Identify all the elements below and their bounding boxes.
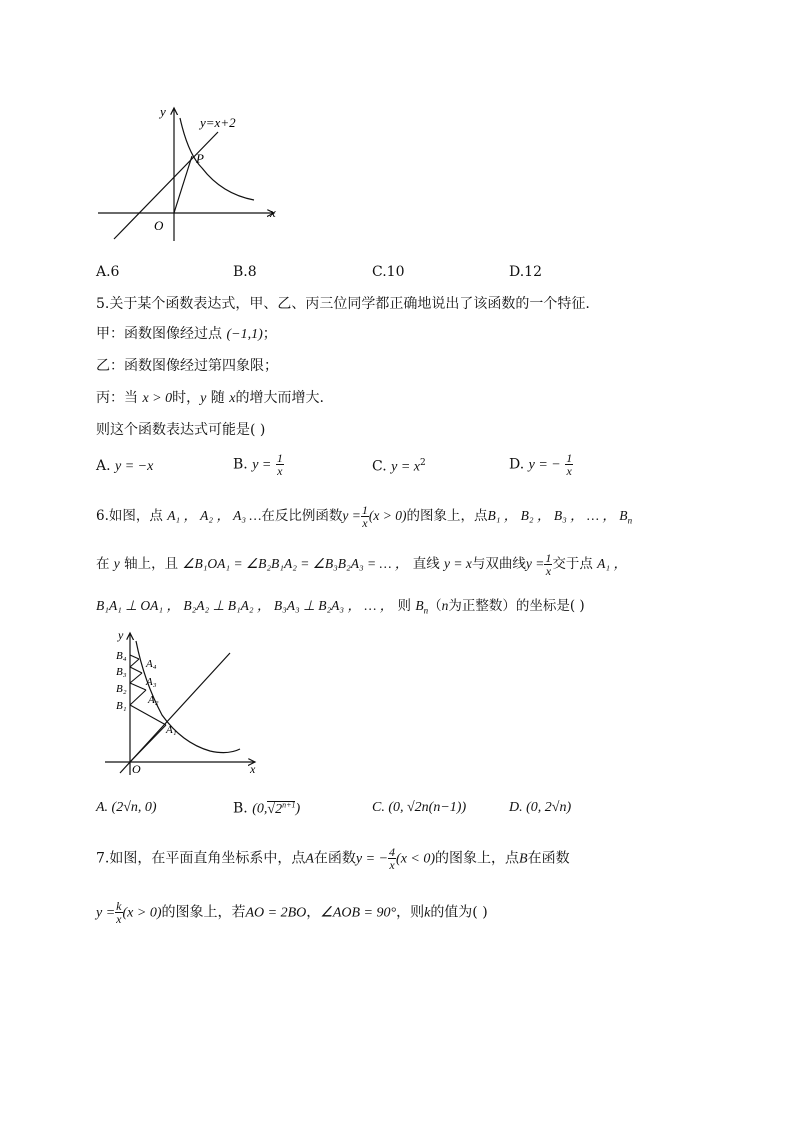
q5-option-d-label: D. bbox=[509, 456, 525, 473]
q6-l1-fraction bbox=[361, 504, 369, 529]
q5-option-a-expr: y = −x bbox=[115, 459, 154, 474]
q4-y-label: y bbox=[160, 104, 166, 119]
q4-origin-label: O bbox=[154, 218, 164, 233]
q7-l2-den: x bbox=[116, 912, 122, 926]
q6-b3-label: B₃ bbox=[116, 666, 127, 678]
q6-l2-c: 直线 bbox=[412, 556, 440, 572]
q6-l1-num: 1 bbox=[361, 503, 368, 517]
q6-origin-label: O bbox=[132, 762, 141, 776]
q6-b2-label: B₂ bbox=[116, 683, 127, 695]
q6-a4-label: A₄ bbox=[146, 658, 157, 670]
q5-bing-d: 的增大而增大. bbox=[235, 390, 324, 406]
q7-l1-b: 在函数 bbox=[313, 850, 356, 867]
q7-l2-num: k bbox=[116, 899, 122, 913]
q6-l1-points: A₁ ， A₂ ， A₃ … bbox=[167, 508, 262, 523]
q5-option-c[interactable] bbox=[372, 458, 426, 476]
q5-yi: 乙：函数图像经过第四象限； bbox=[96, 358, 278, 374]
q6-seg-b1a1 bbox=[130, 705, 166, 725]
q7-l2-func-lhs: y = bbox=[96, 905, 116, 921]
q4-option-d[interactable]: D.12 bbox=[509, 264, 542, 280]
q5-bing-b: 时， bbox=[172, 390, 201, 406]
q5-option-d-fraction bbox=[565, 452, 573, 477]
q7-l2-b: ， bbox=[306, 904, 321, 921]
q5-jia-point: (−1,1) bbox=[226, 327, 263, 342]
q6-seg-b3a3 bbox=[130, 667, 142, 673]
q6-l2-e: 交于点 bbox=[552, 556, 593, 572]
q6-figure bbox=[100, 625, 270, 780]
q6-option-b-post: ) bbox=[295, 801, 301, 817]
q6-l1-b: 在反比例函数 bbox=[261, 508, 343, 524]
q7-l1-num: 4 bbox=[389, 845, 396, 859]
q7-l1-point-b: B bbox=[519, 851, 528, 867]
q7-l1-func-lhs: y = − bbox=[355, 851, 389, 867]
q6-line1 bbox=[96, 504, 632, 531]
q5-jia-end: ； bbox=[262, 326, 277, 342]
q5-option-c-expr: y = x bbox=[391, 459, 420, 475]
q6-l2-num: 1 bbox=[545, 551, 552, 565]
q6-l1-bn: n bbox=[627, 515, 633, 526]
q7-l1-point-a: A bbox=[305, 851, 314, 867]
q5-ask: 则这个函数表达式可能是( ) bbox=[96, 422, 266, 438]
q7-l2-eq1: AO = 2BO bbox=[245, 905, 307, 921]
q6-a1-label: A₁ bbox=[166, 724, 177, 736]
q6-l2-y: y bbox=[113, 556, 120, 571]
q6-l1-func-lhs: y = bbox=[342, 508, 361, 523]
q6-l3-n: n bbox=[441, 598, 449, 613]
q6-option-a[interactable]: A. (2√n, 0) bbox=[96, 800, 157, 815]
q6-option-b-base: 2 bbox=[275, 801, 283, 817]
q6-l2-a: 在 bbox=[96, 556, 110, 572]
q7-l2-fraction bbox=[115, 900, 122, 925]
q6-l2-angles: ∠B₁OA₁ = ∠B₂B₁A₂ = ∠B₃B₂A₃ = … ， bbox=[182, 556, 409, 571]
q6-l2-d: 与双曲线 bbox=[471, 556, 526, 572]
q5-jia bbox=[96, 324, 277, 345]
q5-option-b[interactable] bbox=[233, 452, 284, 477]
q6-b4-label: B₄ bbox=[116, 650, 127, 662]
q6-option-b-exp: n+1 bbox=[282, 800, 296, 809]
q6-x-label: x bbox=[250, 762, 256, 776]
q6-l1-c: 的图象上，点 bbox=[406, 508, 488, 524]
q6-l2-line: y = x bbox=[444, 556, 472, 571]
q4-segment-op bbox=[174, 156, 192, 213]
q5-bing bbox=[96, 388, 324, 409]
q4-line-label: y=x+2 bbox=[200, 115, 236, 130]
q5-stem: 5.关于某个函数表达式，甲、乙、丙三位同学都正确地说出了该函数的一个特征. bbox=[96, 296, 590, 312]
q5-jia-text: 甲：函数图像经过点 bbox=[96, 326, 222, 342]
q6-l1-den: x bbox=[362, 516, 368, 530]
q7-line1 bbox=[96, 846, 570, 871]
q6-a3-label: A₃ bbox=[146, 676, 157, 688]
q6-l2-a1: A₁ ， bbox=[597, 556, 627, 571]
q6-seg-oa1 bbox=[130, 725, 166, 762]
q6-seg-b4a4 bbox=[130, 655, 139, 659]
q5-bing-y: y bbox=[200, 391, 207, 406]
q4-option-c[interactable]: C.10 bbox=[372, 264, 405, 280]
q7-l2-a: 的图象上，若 bbox=[161, 904, 246, 921]
q6-option-b-label: B. bbox=[233, 800, 248, 817]
q6-seg-b2a3 bbox=[130, 673, 142, 683]
q6-option-c[interactable]: C. (0, √2n(n−1)) bbox=[372, 800, 467, 815]
q4-figure bbox=[92, 96, 292, 246]
q6-b1-label: B₁ bbox=[116, 700, 127, 712]
q6-l2-b: 轴上，且 bbox=[124, 556, 179, 572]
q6-seg-b2a2 bbox=[130, 683, 146, 690]
q7-l1-d: 在函数 bbox=[527, 850, 570, 867]
q5-option-b-den: x bbox=[277, 464, 283, 478]
q7-l2-eq2: ∠AOB = 90° bbox=[320, 905, 397, 921]
q6-line2 bbox=[96, 552, 627, 577]
q5-option-d-lhs: y = − bbox=[528, 457, 561, 473]
q6-l3-d: 为正整数）的坐标是( ) bbox=[448, 598, 585, 614]
q5-option-c-sup: 2 bbox=[420, 458, 426, 468]
q5-option-b-label: B. bbox=[233, 456, 248, 473]
q4-point-p-label: P bbox=[196, 151, 204, 166]
q4-option-b[interactable]: B.8 bbox=[233, 264, 257, 280]
q6-option-b[interactable] bbox=[233, 800, 300, 818]
q6-seg-b1a2 bbox=[130, 690, 146, 705]
q6-option-b-radical: $√2^{n+1}$ bbox=[267, 800, 296, 817]
q5-option-b-lhs: y = bbox=[252, 457, 272, 473]
q4-line bbox=[114, 132, 218, 239]
q6-y-label: y bbox=[118, 628, 124, 642]
q6-seg-b3a4 bbox=[130, 659, 139, 667]
q6-l3-perp: B₁A₁ ⊥ OA₁ ， B₂A₂ ⊥ B₁A₂ ， B₃A₃ ⊥ B₂A₃ ， … ， bbox=[96, 598, 394, 613]
q5-bing-x: x bbox=[229, 391, 236, 406]
q7-line2 bbox=[96, 900, 488, 925]
q5-bing-cond: x > 0 bbox=[142, 391, 173, 406]
q6-l3-bn: B bbox=[415, 598, 424, 613]
q6-l2-den: x bbox=[545, 564, 552, 578]
q6-option-b-pre: (0, bbox=[252, 801, 268, 817]
q6-l1-bs: B₁ ， B₂ ， B₃ ， … ， B bbox=[487, 508, 628, 523]
q7-l2-d: 的值为( ) bbox=[430, 904, 488, 921]
q6-l3-b: 则 bbox=[397, 598, 412, 614]
q5-bing-a: 丙：当 bbox=[96, 390, 138, 406]
q7-l2-k: k bbox=[424, 905, 431, 921]
q5-option-b-fraction bbox=[276, 452, 284, 477]
q5-option-a-label: A. bbox=[96, 458, 111, 474]
q7-l2-c: ，则 bbox=[396, 904, 425, 921]
q5-option-a[interactable] bbox=[96, 458, 153, 475]
q6-l2-func-lhs: y = bbox=[525, 556, 545, 571]
q7-l1-den: x bbox=[389, 858, 395, 872]
q7-l1-fraction bbox=[388, 846, 396, 871]
q7-l2-cond: (x > 0) bbox=[122, 905, 162, 921]
q5-option-d-den: x bbox=[566, 464, 572, 478]
q6-a2-label: A₂ bbox=[148, 694, 159, 706]
q5-option-c-label: C. bbox=[372, 458, 387, 475]
q7-l1-c: 的图象上，点 bbox=[435, 850, 520, 867]
q6-l3-bn-sub: n bbox=[423, 605, 429, 616]
q7-l1-cond: (x < 0) bbox=[396, 851, 436, 867]
q7-l1-a: 7.如图，在平面直角坐标系中，点 bbox=[96, 850, 306, 867]
q6-l1-a: 6.如图，点 bbox=[96, 508, 163, 524]
q4-option-a[interactable]: A.6 bbox=[96, 264, 120, 280]
q5-option-d[interactable] bbox=[509, 452, 573, 477]
q5-option-d-num: 1 bbox=[566, 451, 573, 465]
q4-x-label: x bbox=[270, 205, 276, 220]
q6-option-d[interactable]: D. (0, 2√n) bbox=[509, 800, 572, 815]
q5-bing-c: 随 bbox=[210, 390, 225, 406]
q6-line3 bbox=[96, 596, 585, 621]
q5-option-b-num: 1 bbox=[276, 451, 283, 465]
q6-l3-c: （ bbox=[428, 598, 442, 614]
q6-l1-cond: (x > 0) bbox=[368, 508, 407, 523]
